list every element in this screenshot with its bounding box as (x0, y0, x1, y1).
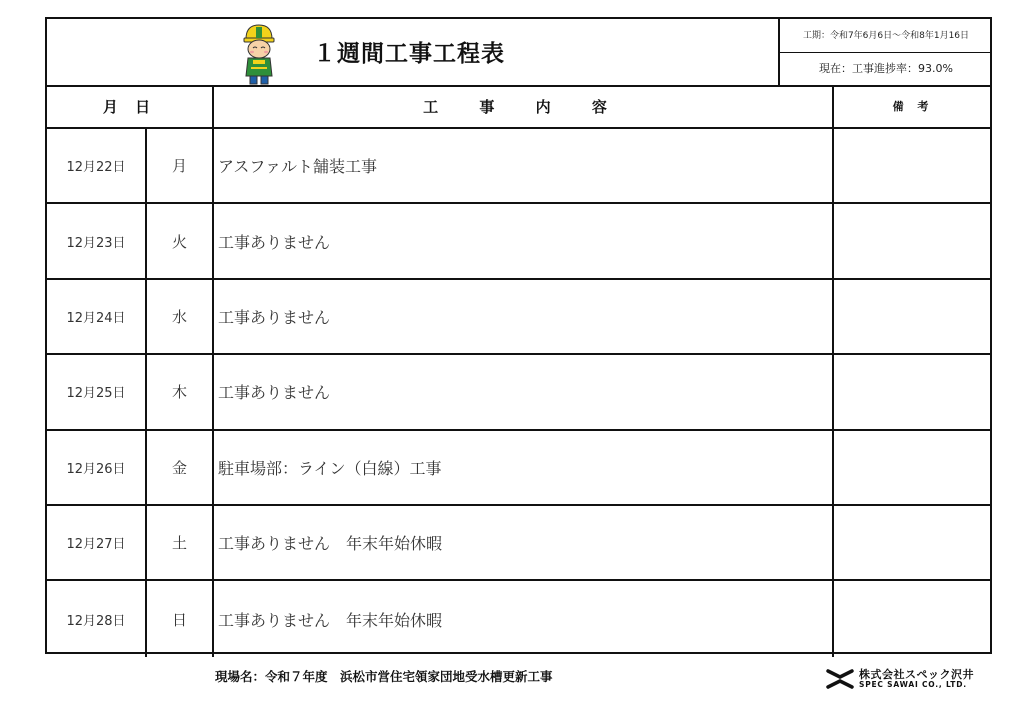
page-title: １週間工事工程表 (313, 41, 505, 67)
row-notes (832, 355, 990, 428)
title-area (47, 19, 780, 87)
row-date: 12月27日 (66, 537, 126, 553)
row-day: 土 (145, 506, 212, 579)
table-row (47, 129, 990, 204)
column-header-date: 月 日 (102, 98, 157, 116)
table-row (47, 204, 990, 279)
table-header (47, 87, 990, 129)
row-content: 工事ありません 年末年始休暇 (212, 506, 832, 579)
row-date: 12月25日 (66, 386, 126, 402)
table-row (47, 355, 990, 430)
row-date: 12月28日 (66, 613, 126, 629)
row-day: 月 (145, 129, 212, 202)
row-day: 木 (145, 355, 212, 428)
column-header-notes: 備 考 (832, 87, 992, 127)
row-content: 工事ありません 年末年始休暇 (212, 581, 832, 656)
row-content: 駐車場部：ライン（白線）工事 (212, 431, 832, 504)
row-date: 12月24日 (66, 310, 126, 326)
row-notes (832, 280, 990, 353)
row-content: 工事ありません (212, 280, 832, 353)
row-notes (832, 129, 990, 202)
table-row (47, 581, 990, 656)
row-notes (832, 431, 990, 504)
info-box (778, 19, 992, 87)
site-name: 現場名：令和７年度 浜松市営住宅領家団地受水槽更新工事 (215, 669, 553, 684)
table-row (47, 431, 990, 506)
row-day: 水 (145, 280, 212, 353)
construction-worker-mascot-icon (239, 22, 279, 86)
row-notes (832, 506, 990, 579)
column-header-content: 工 事 内 容 (212, 87, 834, 127)
row-content: 工事ありません (212, 204, 832, 277)
row-date: 12月22日 (66, 160, 126, 176)
table-row (47, 506, 990, 581)
schedule-frame (45, 17, 992, 654)
table-body (47, 129, 990, 657)
row-day: 金 (145, 431, 212, 504)
row-content: 工事ありません (212, 355, 832, 428)
row-day: 火 (145, 204, 212, 277)
row-day: 日 (145, 581, 212, 656)
row-date: 12月23日 (66, 235, 126, 251)
row-notes (832, 204, 990, 277)
company-name-en: SPEC SAWAI CO., LTD. (859, 680, 967, 689)
row-date: 12月26日 (66, 461, 126, 477)
construction-period: 工期：令和7年6月6日～令和8年1月16日 (780, 19, 992, 53)
row-notes (832, 581, 990, 656)
company-logo (826, 666, 986, 692)
company-name-jp: 株式会社スペック沢井 (859, 668, 974, 681)
construction-progress: 現在：工事進捗率：93.0% (819, 62, 953, 75)
table-row (47, 280, 990, 355)
spec-sawai-logo-icon (826, 668, 854, 690)
row-content: アスファルト舗装工事 (212, 129, 832, 202)
